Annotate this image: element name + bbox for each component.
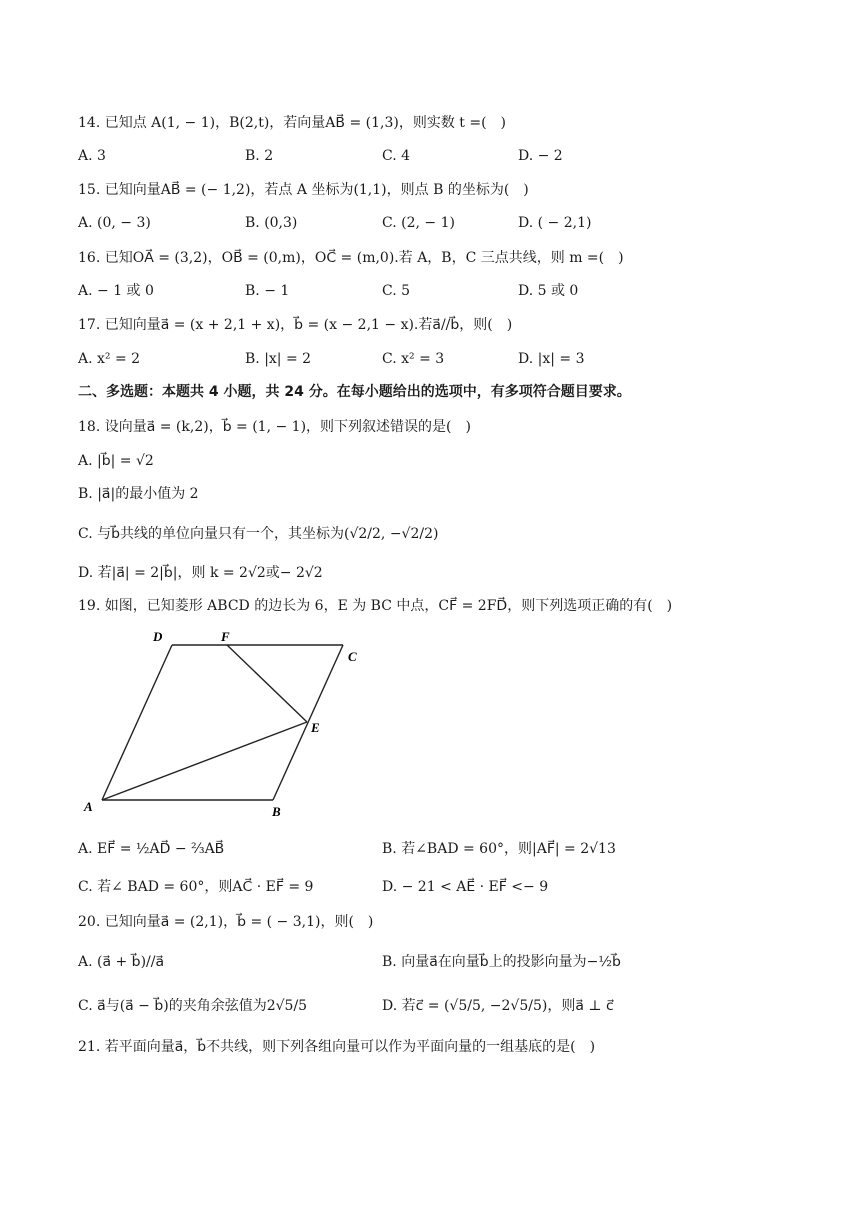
point-label-e: E — [311, 720, 320, 735]
section-heading-multiple-choice: 二、多选题：本题共 4 小题，共 24 分。在每小题给出的选项中，有多项符合题目要求。 — [78, 384, 631, 400]
vertex-label-a: A — [84, 799, 93, 814]
question-21-stem: 21. 若平面向量a⃗，b⃗不共线，则下列各组向量可以作为平面向量的一组基底的是( ) — [78, 1039, 596, 1055]
q14-option-d: D. − 2 — [518, 148, 563, 164]
question-15-stem: 15. 已知向量AB⃗ = (− 1,2)，若点 A 坐标为(1,1)，则点 B 的坐标为( ) — [78, 182, 529, 198]
question-20-stem: 20. 已知向量a⃗ = (2,1)，b⃗ = ( − 3,1)，则( ) — [78, 914, 374, 930]
segment-bc — [273, 645, 343, 800]
q18-option-b: B. |a⃗|的最小值为 2 — [78, 486, 199, 502]
q18-option-a: A. |b⃗| = √2 — [78, 453, 154, 469]
q19-option-b: B. 若∠BAD = 60°，则|AF⃗| = 2√13 — [382, 841, 616, 857]
segment-ae — [102, 722, 307, 800]
q17-option-d: D. |x| = 3 — [518, 351, 585, 367]
vertex-label-d: D — [153, 629, 163, 644]
q16-option-b: B. − 1 — [245, 283, 290, 299]
q19-option-d: D. − 21 < AE⃗ · EF⃗ <− 9 — [382, 879, 549, 895]
vertex-label-c: C — [348, 649, 357, 664]
q20-option-b: B. 向量a⃗在向量b⃗上的投影向量为−½b⃗ — [382, 954, 621, 970]
q15-option-c: C. (2, − 1) — [382, 215, 455, 231]
q20-option-a: A. (a⃗ + b⃗)//a⃗ — [78, 954, 165, 970]
q20-option-d: D. 若c⃗ = (√5/5, −2√5/5)，则a⃗ ⊥ c⃗ — [382, 998, 614, 1014]
q15-option-a: A. (0, − 3) — [78, 215, 151, 231]
q17-option-c: C. x² = 3 — [382, 351, 445, 367]
q14-option-b: B. 2 — [245, 148, 274, 164]
q16-option-d: D. 5 或 0 — [518, 283, 579, 299]
question-18-stem: 18. 设向量a⃗ = (k,2)，b⃗ = (1, − 1)，则下列叙述错误的是( ) — [78, 419, 471, 435]
q16-option-c: C. 5 — [382, 283, 411, 299]
q19-option-a: A. EF⃗ = ½AD⃗ − ⅔AB⃗ — [78, 841, 225, 857]
question-14-stem: 14. 已知点 A(1, − 1)，B(2,t)，若向量AB⃗ = (1,3)，则实数 t =( ) — [78, 115, 507, 131]
question-19-stem: 19. 如图，已知菱形 ABCD 的边长为 6，E 为 BC 中点，CF⃗ = 2FD⃗，则下列选项正确的有( ) — [78, 598, 673, 614]
q17-option-a: A. x² = 2 — [78, 351, 141, 367]
segment-fe — [227, 645, 307, 722]
q15-option-b: B. (0,3) — [245, 215, 298, 231]
q19-option-c: C. 若∠ BAD = 60°，则AC⃗ · EF⃗ = 9 — [78, 879, 314, 895]
point-label-f: F — [221, 629, 230, 644]
q18-option-d: D. 若|a⃗| = 2|b⃗|，则 k = 2√2或− 2√2 — [78, 565, 323, 581]
question-17-stem: 17. 已知向量a⃗ = (x + 2,1 + x)，b⃗ = (x − 2,1 − x).若a⃗//b⃗，则( ) — [78, 317, 513, 333]
q18-option-c: C. 与b⃗共线的单位向量只有一个，其坐标为(√2/2, −√2/2) — [78, 526, 439, 542]
q14-option-c: C. 4 — [382, 148, 411, 164]
q20-option-c: C. a⃗与(a⃗ − b⃗)的夹角余弦值为2√5/5 — [78, 998, 308, 1014]
q15-option-d: D. ( − 2,1) — [518, 215, 592, 231]
rhombus-figure — [80, 625, 380, 825]
question-16-stem: 16. 已知OA⃗ = (3,2)，OB⃗ = (0,m)，OC⃗ = (m,0).若 A，B，C 三点共线，则 m =( ) — [78, 250, 624, 266]
q14-option-a: A. 3 — [78, 148, 106, 164]
vertex-label-b: B — [272, 804, 281, 819]
q17-option-b: B. |x| = 2 — [245, 351, 312, 367]
q16-option-a: A. − 1 或 0 — [78, 283, 154, 299]
